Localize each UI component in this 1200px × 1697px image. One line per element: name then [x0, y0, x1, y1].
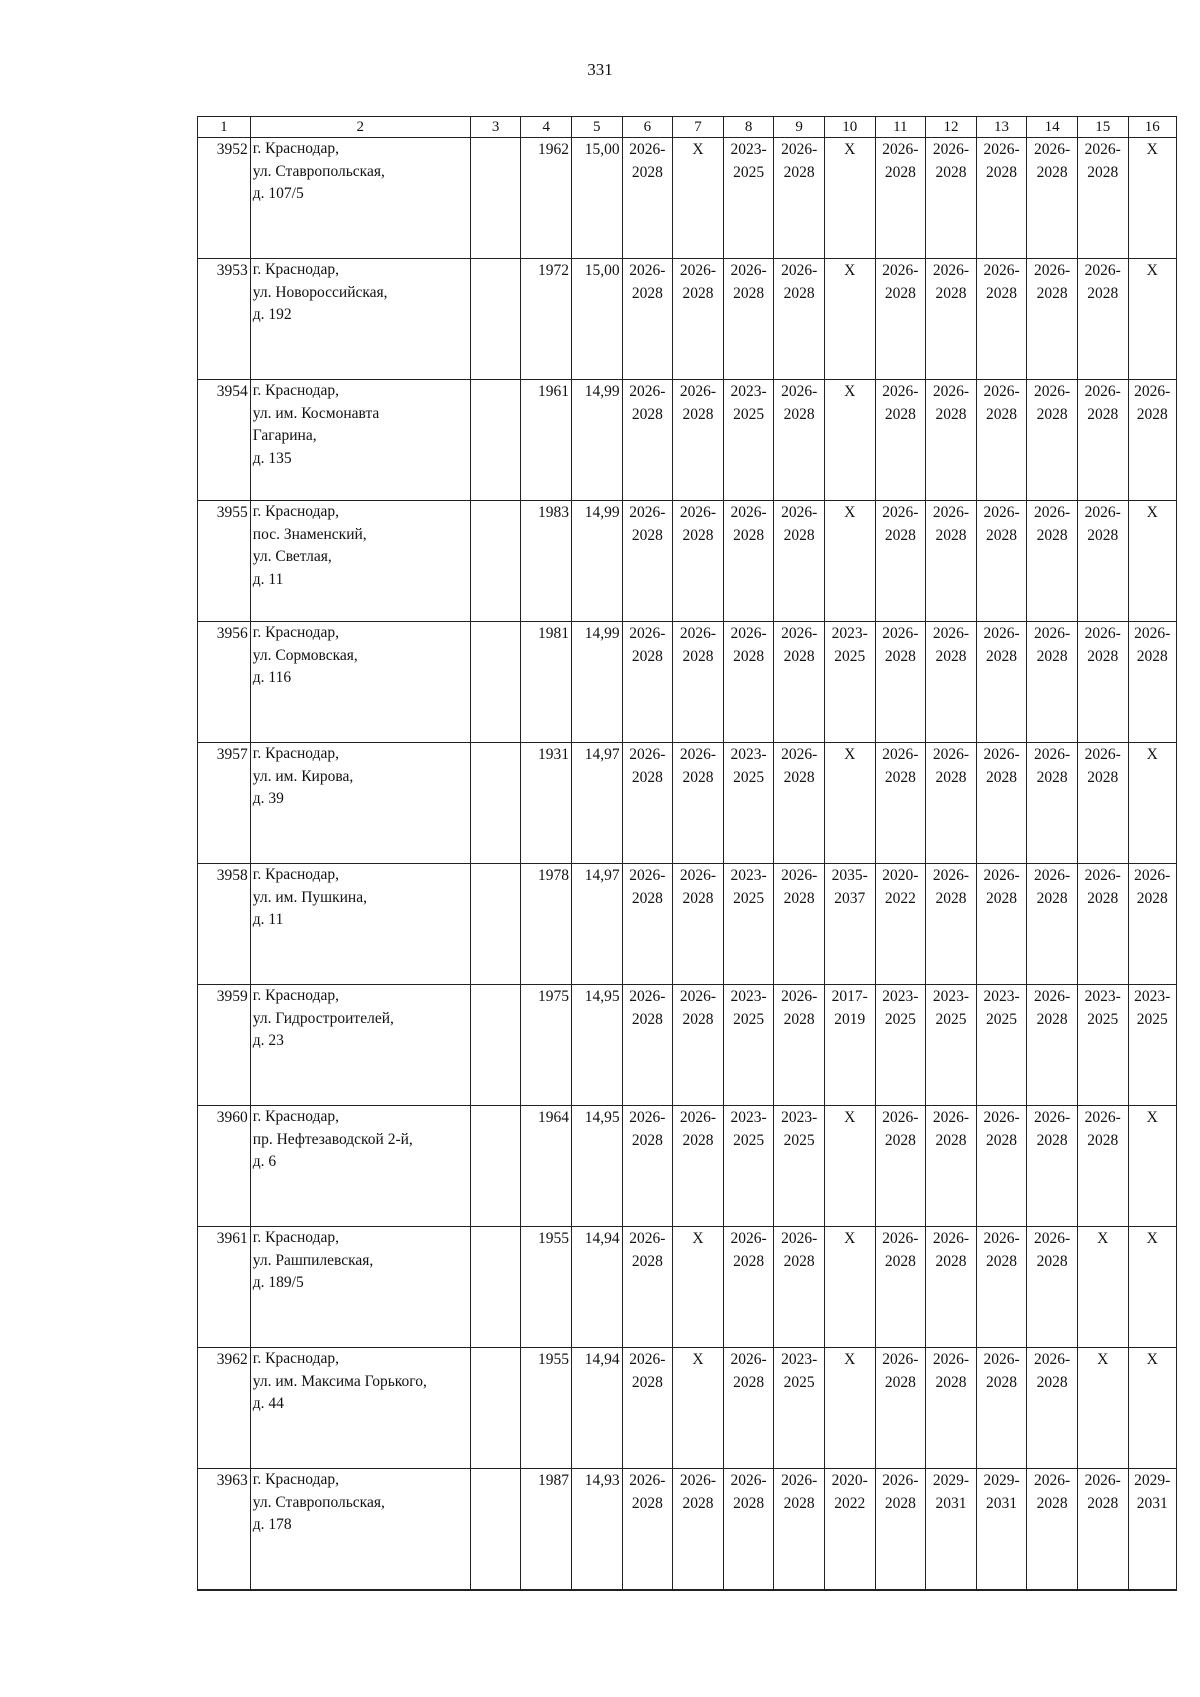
value-cell: 14,95	[571, 1106, 622, 1227]
period-cell: 2026- 2028	[875, 1227, 926, 1348]
value-cell: 14,97	[571, 743, 622, 864]
address-cell	[250, 864, 470, 985]
period-cell: 2023- 2025	[723, 1106, 774, 1227]
period-cell: 2026- 2028	[1027, 138, 1078, 259]
table-row	[198, 622, 1177, 743]
registry-table	[197, 116, 1177, 1591]
period-cell: 2029- 2031	[926, 1469, 977, 1590]
period-cell: 2026- 2028	[774, 864, 825, 985]
address-line: д. 116	[252, 669, 292, 686]
value-cell: 14,97	[571, 864, 622, 985]
address-line: г. Краснодар,	[252, 866, 339, 883]
header-row	[198, 117, 1177, 138]
period-cell: 2023- 2025	[926, 985, 977, 1106]
value-cell: 15,00	[571, 138, 622, 259]
period-cell: 2026- 2028	[1128, 864, 1176, 985]
year-cell: 1983	[521, 501, 572, 622]
row-number: 3962	[198, 1348, 251, 1469]
period-cell: 2029- 2031	[1128, 1469, 1176, 1590]
period-cell: 2026- 2028	[673, 622, 724, 743]
page-number: 331	[587, 60, 613, 79]
period-cell: 2026- 2028	[976, 138, 1027, 259]
period-cell: 2026- 2028	[976, 864, 1027, 985]
address-line: д. 178	[252, 1516, 292, 1533]
column-header-11: 11	[875, 117, 926, 138]
period-cell: 2026- 2028	[723, 1227, 774, 1348]
period-cell: 2023- 2025	[723, 743, 774, 864]
address-cell	[250, 1106, 470, 1227]
period-cell: 2026- 2028	[1027, 743, 1078, 864]
table-row	[198, 1348, 1177, 1469]
period-cell: 2026- 2028	[622, 1469, 673, 1590]
period-cell: Х	[1128, 138, 1176, 259]
period-cell: 2023- 2025	[774, 1348, 825, 1469]
period-cell: 2026- 2028	[1027, 985, 1078, 1106]
period-cell: 2026- 2028	[774, 985, 825, 1106]
period-cell: 2026- 2028	[875, 1106, 926, 1227]
address-cell	[250, 380, 470, 501]
period-cell: 2026- 2028	[723, 1348, 774, 1469]
col3-cell	[470, 380, 521, 501]
value-cell: 14,99	[571, 622, 622, 743]
row-number: 3957	[198, 743, 251, 864]
row-number: 3954	[198, 380, 251, 501]
period-cell: 2026- 2028	[1027, 259, 1078, 380]
period-cell: 2026- 2028	[1027, 1106, 1078, 1227]
col3-cell	[470, 622, 521, 743]
period-cell: 2023- 2025	[1128, 985, 1176, 1106]
period-cell: 2026- 2028	[622, 501, 673, 622]
period-cell: 2026- 2028	[774, 259, 825, 380]
period-cell: 2026- 2028	[875, 1348, 926, 1469]
address-line: г. Краснодар,	[252, 140, 339, 157]
period-cell: 2026- 2028	[926, 743, 977, 864]
address-line: г. Краснодар,	[252, 745, 339, 762]
period-cell: 2029- 2031	[976, 1469, 1027, 1590]
year-cell: 1975	[521, 985, 572, 1106]
period-cell: 2023- 2025	[875, 985, 926, 1106]
period-cell: 2026- 2028	[1077, 743, 1128, 864]
period-cell: 2026- 2028	[673, 1469, 724, 1590]
period-cell: 2026- 2028	[774, 622, 825, 743]
period-cell: 2026- 2028	[976, 380, 1027, 501]
period-cell: Х	[1128, 1227, 1176, 1348]
period-cell: 2026- 2028	[622, 622, 673, 743]
row-number: 3955	[198, 501, 251, 622]
period-cell: Х	[824, 501, 875, 622]
period-cell: 2026- 2028	[926, 864, 977, 985]
address-line: пр. Нефтезаводской 2-й,	[252, 1130, 413, 1148]
address-line: д. 189/5	[252, 1274, 304, 1291]
table-row	[198, 985, 1177, 1106]
period-cell: 2026- 2028	[622, 138, 673, 259]
column-header-6: 6	[622, 117, 673, 138]
period-cell: Х	[824, 380, 875, 501]
year-cell: 1978	[521, 864, 572, 985]
row-number: 3960	[198, 1106, 251, 1227]
period-cell: Х	[1128, 259, 1176, 380]
period-cell: 2026- 2028	[622, 1227, 673, 1348]
period-cell: 2026- 2028	[622, 864, 673, 985]
period-cell: 2026- 2028	[1027, 380, 1078, 501]
period-cell: 2026- 2028	[1077, 501, 1128, 622]
column-header-10: 10	[824, 117, 875, 138]
address-cell	[250, 138, 470, 259]
year-cell: 1964	[521, 1106, 572, 1227]
period-cell: Х	[1128, 1348, 1176, 1469]
table-row	[198, 380, 1177, 501]
address-cell	[250, 985, 470, 1106]
address-cell	[250, 1227, 470, 1348]
address-line: ул. им. Максима Горького,	[252, 1372, 427, 1390]
table-row	[198, 864, 1177, 985]
period-cell: Х	[1128, 743, 1176, 864]
value-cell: 15,00	[571, 259, 622, 380]
address-cell	[250, 501, 470, 622]
period-cell: 2026- 2028	[875, 138, 926, 259]
year-cell: 1955	[521, 1227, 572, 1348]
period-cell: 2026- 2028	[926, 501, 977, 622]
value-cell: 14,99	[571, 380, 622, 501]
period-cell: 2023- 2025	[723, 138, 774, 259]
address-line: д. 11	[252, 570, 284, 588]
column-header-1: 1	[198, 117, 251, 138]
address-line: д. 107/5	[252, 185, 304, 202]
period-cell: 2026- 2028	[926, 1106, 977, 1227]
period-cell: Х	[673, 1348, 724, 1469]
period-cell: 2026- 2028	[926, 259, 977, 380]
address-cell	[250, 1348, 470, 1469]
period-cell: 2026- 2028	[673, 1106, 724, 1227]
period-cell: 2026- 2028	[875, 380, 926, 501]
period-cell: 2026- 2028	[1027, 501, 1078, 622]
period-cell: 2023- 2025	[723, 380, 774, 501]
address-line: ул. им. Кирова,	[252, 767, 354, 785]
address-cell	[250, 1469, 470, 1590]
row-number: 3963	[198, 1469, 251, 1590]
address-line: ул. Новороссийская,	[252, 283, 388, 301]
period-cell: 2023- 2025	[1077, 985, 1128, 1106]
col3-cell	[470, 743, 521, 864]
period-cell: 2026- 2028	[926, 138, 977, 259]
col3-cell	[470, 501, 521, 622]
period-cell: 2026- 2028	[1077, 864, 1128, 985]
period-cell: 2026- 2028	[1077, 1469, 1128, 1590]
column-header-5: 5	[571, 117, 622, 138]
table-row	[198, 743, 1177, 864]
period-cell: 2026- 2028	[875, 259, 926, 380]
period-cell: Х	[824, 1227, 875, 1348]
period-cell: Х	[1077, 1227, 1128, 1348]
column-header-4: 4	[521, 117, 572, 138]
table-row	[198, 501, 1177, 622]
period-cell: 2020- 2022	[824, 1469, 875, 1590]
table-row	[198, 259, 1177, 380]
period-cell: 2026- 2028	[673, 380, 724, 501]
period-cell: 2026- 2028	[976, 259, 1027, 380]
period-cell: 2026- 2028	[723, 622, 774, 743]
row-number: 3961	[198, 1227, 251, 1348]
value-cell: 14,94	[571, 1227, 622, 1348]
address-line: д. 11	[252, 911, 284, 928]
period-cell: 2026- 2028	[976, 1227, 1027, 1348]
period-cell: 2026- 2028	[673, 864, 724, 985]
address-line: пос. Знаменский,	[252, 525, 367, 543]
address-line: д. 39	[252, 790, 284, 807]
table-row	[198, 138, 1177, 259]
period-cell: 2026- 2028	[1027, 864, 1078, 985]
column-header-8: 8	[723, 117, 774, 138]
address-line: г. Краснодар,	[252, 624, 339, 641]
period-cell: 2026- 2028	[926, 380, 977, 501]
year-cell: 1955	[521, 1348, 572, 1469]
period-cell: Х	[1128, 1106, 1176, 1227]
year-cell: 1987	[521, 1469, 572, 1590]
period-cell: 2026- 2028	[875, 622, 926, 743]
address-line: г. Краснодар,	[252, 1471, 339, 1488]
period-cell: 2026- 2028	[673, 501, 724, 622]
row-number: 3953	[198, 259, 251, 380]
column-header-16: 16	[1128, 117, 1176, 138]
address-line: ул. им. Космонавта	[252, 404, 380, 422]
value-cell: 14,93	[571, 1469, 622, 1590]
period-cell: 2026- 2028	[774, 501, 825, 622]
row-number: 3952	[198, 138, 251, 259]
address-line: г. Краснодар,	[252, 1350, 339, 1367]
address-line: ул. Сормовская,	[252, 646, 358, 664]
address-line: ул. Ставропольская,	[252, 1493, 385, 1511]
column-header-2: 2	[250, 117, 470, 138]
column-header-3: 3	[470, 117, 521, 138]
period-cell: 2026- 2028	[622, 1106, 673, 1227]
column-header-15: 15	[1077, 117, 1128, 138]
table-row	[198, 1469, 1177, 1590]
address-line: Гагарина,	[252, 427, 317, 444]
period-cell: 2026- 2028	[976, 501, 1027, 622]
period-cell: 2026- 2028	[622, 259, 673, 380]
period-cell: 2026- 2028	[976, 1106, 1027, 1227]
value-cell: 14,99	[571, 501, 622, 622]
period-cell: Х	[1128, 501, 1176, 622]
period-cell: Х	[1077, 1348, 1128, 1469]
address-line: ул. Светлая,	[252, 548, 332, 565]
row-number: 3958	[198, 864, 251, 985]
year-cell: 1931	[521, 743, 572, 864]
period-cell: 2026- 2028	[673, 259, 724, 380]
address-line: г. Краснодар,	[252, 987, 339, 1004]
col3-cell	[470, 864, 521, 985]
period-cell: 2026- 2028	[1027, 1227, 1078, 1348]
period-cell: 2026- 2028	[875, 501, 926, 622]
period-cell: 2026- 2028	[1077, 380, 1128, 501]
period-cell: 2026- 2028	[774, 1469, 825, 1590]
col3-cell	[470, 1348, 521, 1469]
col3-cell	[470, 138, 521, 259]
period-cell: 2026- 2028	[622, 380, 673, 501]
period-cell: 2026- 2028	[723, 1469, 774, 1590]
col3-cell	[470, 1106, 521, 1227]
address-line: д. 23	[252, 1032, 284, 1049]
period-cell: 2023- 2025	[976, 985, 1027, 1106]
address-line: г. Краснодар,	[252, 1229, 339, 1246]
address-line: ул. Ставропольская,	[252, 162, 385, 180]
period-cell: Х	[824, 1348, 875, 1469]
period-cell: 2023- 2025	[824, 622, 875, 743]
col3-cell	[470, 985, 521, 1106]
period-cell: 2026- 2028	[1077, 259, 1128, 380]
value-cell: 14,94	[571, 1348, 622, 1469]
column-header-7: 7	[673, 117, 724, 138]
col3-cell	[470, 259, 521, 380]
period-cell: Х	[824, 138, 875, 259]
period-cell: 2026- 2028	[1128, 380, 1176, 501]
address-line: д. 6	[252, 1153, 277, 1170]
period-cell: Х	[673, 1227, 724, 1348]
period-cell: 2026- 2028	[1077, 622, 1128, 743]
address-cell	[250, 622, 470, 743]
period-cell: 2026- 2028	[1077, 1106, 1128, 1227]
col3-cell	[470, 1469, 521, 1590]
column-header-9: 9	[774, 117, 825, 138]
period-cell: 2026- 2028	[1077, 138, 1128, 259]
period-cell: Х	[824, 259, 875, 380]
period-cell: 2026- 2028	[622, 743, 673, 864]
period-cell: 2023- 2025	[723, 985, 774, 1106]
table-row	[198, 1106, 1177, 1227]
period-cell: 2026- 2028	[774, 138, 825, 259]
period-cell: 2026- 2028	[622, 985, 673, 1106]
column-header-14: 14	[1027, 117, 1078, 138]
period-cell: 2026- 2028	[976, 1348, 1027, 1469]
address-line: г. Краснодар,	[252, 261, 339, 278]
period-cell: 2026- 2028	[774, 743, 825, 864]
period-cell: 2026- 2028	[622, 1348, 673, 1469]
address-line: г. Краснодар,	[252, 503, 339, 520]
table-body	[198, 138, 1177, 1590]
period-cell: 2026- 2028	[976, 622, 1027, 743]
address-line: г. Краснодар,	[252, 382, 339, 399]
period-cell: 2020- 2022	[875, 864, 926, 985]
period-cell: 2026- 2028	[1027, 1469, 1078, 1590]
address-line: ул. Гидростроителей,	[252, 1009, 394, 1027]
period-cell: 2026- 2028	[926, 1227, 977, 1348]
address-line: д. 192	[252, 306, 292, 323]
period-cell: 2026- 2028	[1128, 622, 1176, 743]
period-cell: 2026- 2028	[723, 501, 774, 622]
address-line: г. Краснодар,	[252, 1108, 339, 1125]
period-cell: 2026- 2028	[926, 1348, 977, 1469]
col3-cell	[470, 1227, 521, 1348]
period-cell: 2026- 2028	[774, 380, 825, 501]
column-header-13: 13	[976, 117, 1027, 138]
address-line: д. 44	[252, 1395, 284, 1412]
period-cell: 2026- 2028	[1027, 1348, 1078, 1469]
period-cell: 2023- 2025	[723, 864, 774, 985]
period-cell: Х	[824, 743, 875, 864]
period-cell: 2035- 2037	[824, 864, 875, 985]
address-line: ул. Рашпилевская,	[252, 1251, 374, 1269]
address-line: д. 135	[252, 449, 292, 467]
table-row	[198, 1227, 1177, 1348]
period-cell: 2026- 2028	[875, 1469, 926, 1590]
year-cell: 1972	[521, 259, 572, 380]
row-number: 3959	[198, 985, 251, 1106]
address-line: ул. им. Пушкина,	[252, 888, 367, 906]
period-cell: 2026- 2028	[875, 743, 926, 864]
year-cell: 1961	[521, 380, 572, 501]
period-cell: 2026- 2028	[926, 622, 977, 743]
column-header-12: 12	[926, 117, 977, 138]
period-cell: 2026- 2028	[1027, 622, 1078, 743]
address-cell	[250, 259, 470, 380]
value-cell: 14,95	[571, 985, 622, 1106]
period-cell: 2026- 2028	[673, 743, 724, 864]
period-cell: 2026- 2028	[673, 985, 724, 1106]
year-cell: 1981	[521, 622, 572, 743]
period-cell: Х	[673, 138, 724, 259]
period-cell: 2026- 2028	[976, 743, 1027, 864]
period-cell: 2017- 2019	[824, 985, 875, 1106]
address-cell	[250, 743, 470, 864]
period-cell: 2026- 2028	[774, 1227, 825, 1348]
period-cell: Х	[824, 1106, 875, 1227]
period-cell: 2023- 2025	[774, 1106, 825, 1227]
period-cell: 2026- 2028	[723, 259, 774, 380]
row-number: 3956	[198, 622, 251, 743]
year-cell: 1962	[521, 138, 572, 259]
